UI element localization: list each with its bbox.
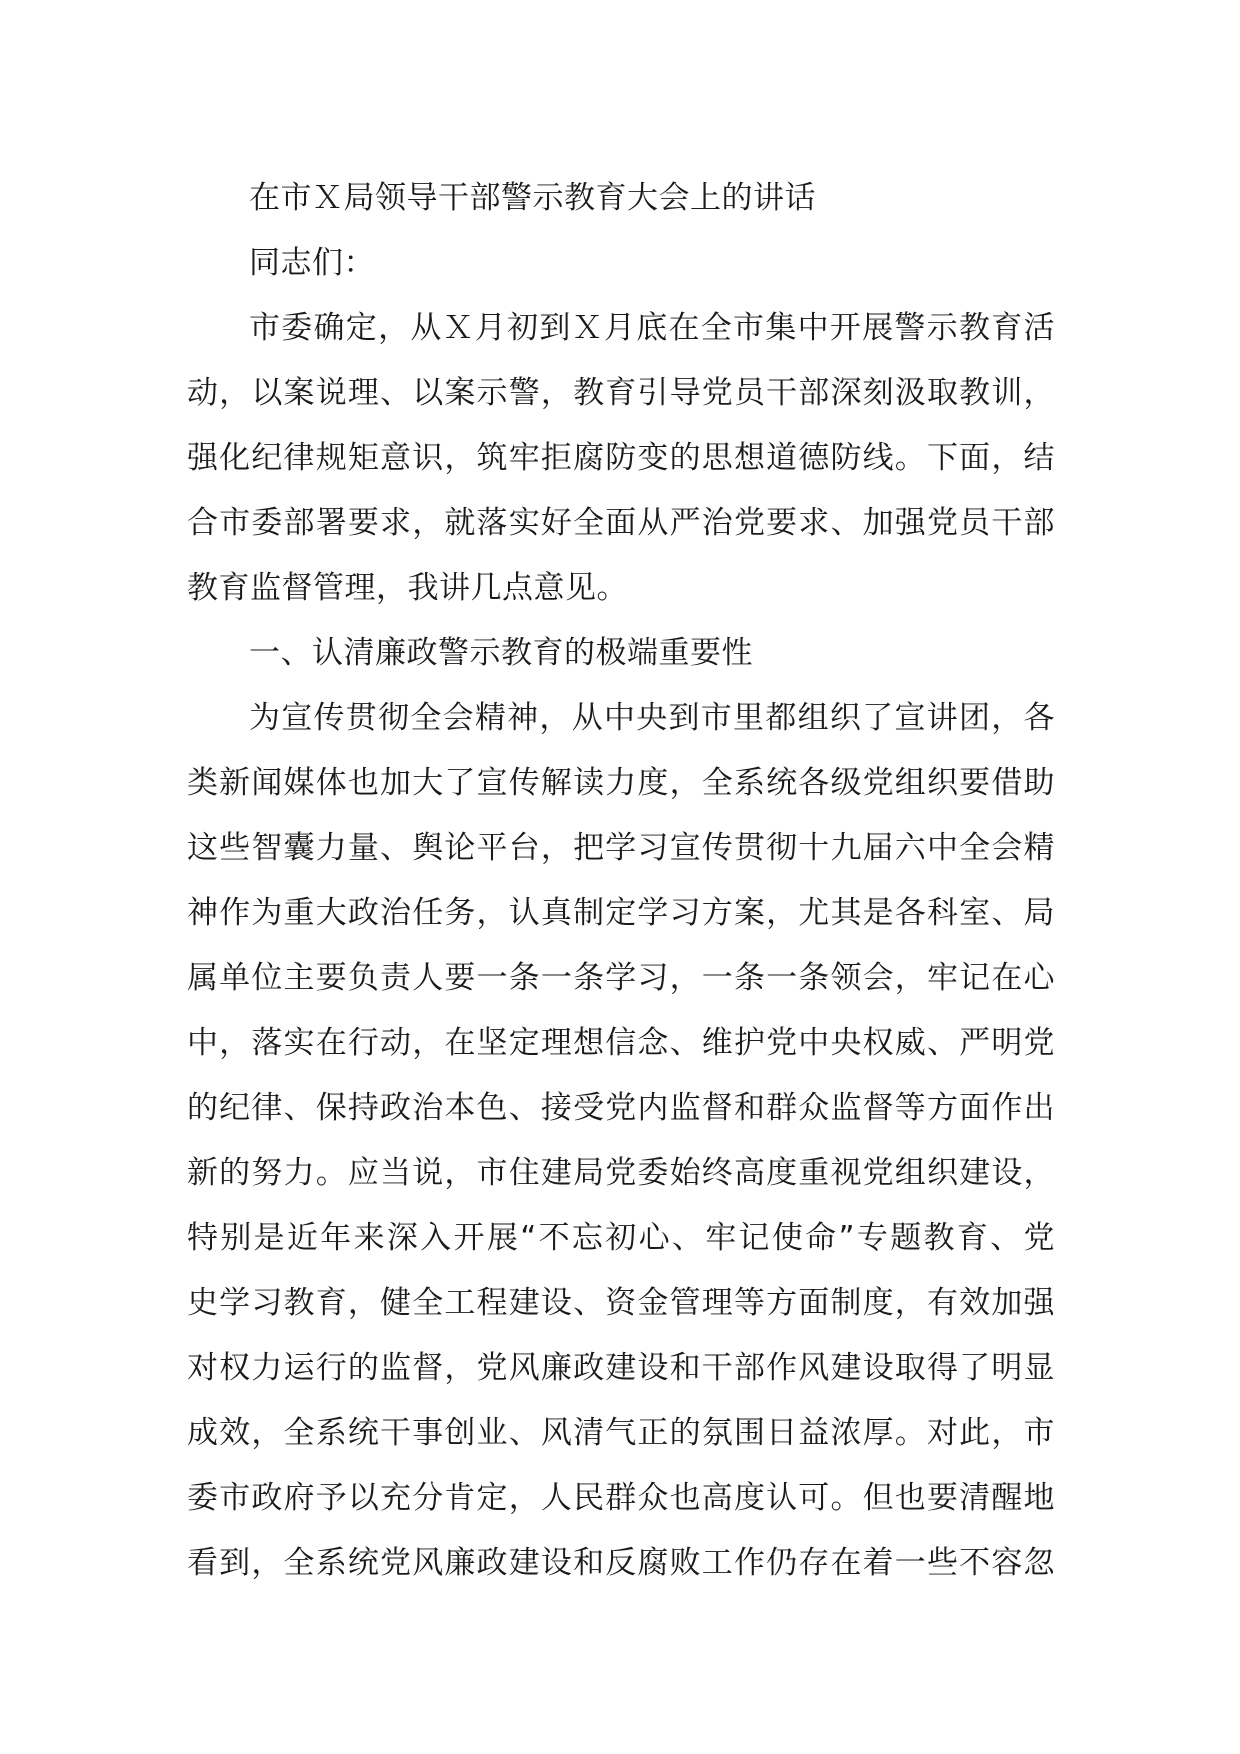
paragraph-line: 市委确定，从Ｘ月初到Ｘ月底在全市集中开展警示教育活 <box>249 310 1055 346</box>
paragraph-line: 史学习教育，健全工程建设、资金管理等方面制度，有效加强 <box>187 1285 1055 1321</box>
salutation: 同志们： <box>249 245 375 281</box>
paragraph-line: 强化纪律规矩意识，筑牢拒腐防变的思想道德防线。下面，结 <box>187 440 1055 476</box>
section-heading: 一、认清廉政警示教育的极端重要性 <box>249 635 753 671</box>
paragraph-line: 对权力运行的监督，党风廉政建设和干部作风建设取得了明显 <box>187 1350 1055 1386</box>
paragraph-line: 为宣传贯彻全会精神，从中央到市里都组织了宣讲团，各 <box>249 700 1055 736</box>
paragraph-line: 成效，全系统干事创业、风清气正的氛围日益浓厚。对此，市 <box>187 1415 1055 1451</box>
paragraph-line: 的纪律、保持政治本色、接受党内监督和群众监督等方面作出 <box>187 1090 1055 1126</box>
paragraph-line: 动，以案说理、以案示警，教育引导党员干部深刻汲取教训， <box>187 375 1055 411</box>
paragraph-line: 教育监督管理，我讲几点意见。 <box>187 570 628 606</box>
paragraph-line: 新的努力。应当说，市住建局党委始终高度重视党组织建设， <box>187 1155 1055 1191</box>
document-body <box>187 166 1055 1596</box>
paragraph-line: 合市委部署要求，就落实好全面从严治党要求、加强党员干部 <box>187 505 1055 541</box>
paragraph-line: 这些智囊力量、舆论平台，把学习宣传贯彻十九届六中全会精 <box>187 830 1055 866</box>
document-title: 在市Ｘ局领导干部警示教育大会上的讲话 <box>249 180 816 216</box>
paragraph-line: 中，落实在行动，在坚定理想信念、维护党中央权威、严明党 <box>187 1025 1055 1061</box>
paragraph-line: 特别是近年来深入开展“不忘初心、牢记使命”专题教育、党 <box>187 1220 1055 1256</box>
paragraph-line: 神作为重大政治任务，认真制定学习方案，尤其是各科室、局 <box>187 895 1055 931</box>
paragraph-line: 属单位主要负责人要一条一条学习，一条一条领会，牢记在心 <box>187 960 1055 996</box>
paragraph-line: 委市政府予以充分肯定，人民群众也高度认可。但也要清醒地 <box>187 1480 1055 1516</box>
paragraph-line: 看到，全系统党风廉政建设和反腐败工作仍存在着一些不容忽 <box>187 1545 1055 1581</box>
paragraph-line: 类新闻媒体也加大了宣传解读力度，全系统各级党组织要借助 <box>187 765 1055 801</box>
